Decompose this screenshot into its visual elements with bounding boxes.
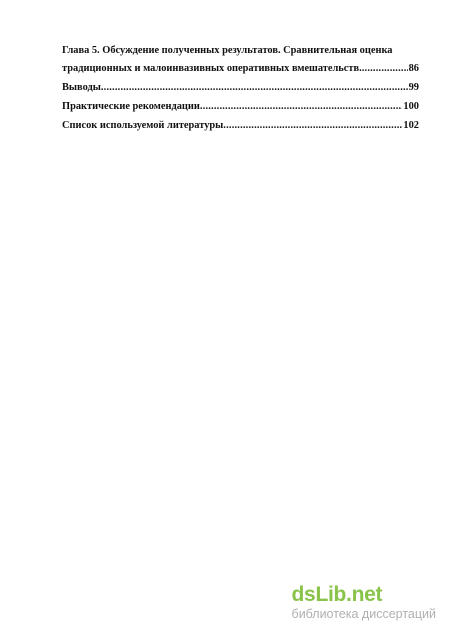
- toc-page-number: 100: [403, 101, 419, 112]
- toc-entry-chapter-5[interactable]: [62, 42, 419, 78]
- dslib-watermark: [292, 584, 436, 621]
- table-of-contents: [62, 42, 419, 135]
- toc-page-number: 99: [408, 82, 419, 93]
- dslib-tagline: библиотека диссертаций: [291, 607, 436, 621]
- toc-page-number: 102: [403, 120, 419, 131]
- dslib-logo: dsLib.net: [291, 583, 383, 606]
- toc-entry-title: Практические рекомендации: [62, 101, 200, 112]
- toc-leader-dots: [362, 60, 408, 78]
- toc-leader-dots: [223, 117, 402, 135]
- toc-entry-title-line-2: традиционных и малоинвазивных оперативных вмешательств.: [62, 63, 362, 74]
- toc-entry-title: Выводы: [62, 82, 101, 93]
- toc-entry-title-line-1: Глава 5. Обсуждение полученных результатов. Сравнительная оценка: [62, 45, 393, 56]
- toc-page-number: 86: [408, 63, 419, 74]
- toc-entry-conclusions[interactable]: [62, 79, 419, 97]
- toc-entry-recommendations[interactable]: [62, 98, 419, 116]
- toc-leader-dots: [200, 98, 403, 116]
- toc-leader-dots: [101, 79, 408, 97]
- toc-entry-title: Список используемой литературы: [62, 120, 224, 131]
- toc-entry-references[interactable]: [62, 117, 419, 135]
